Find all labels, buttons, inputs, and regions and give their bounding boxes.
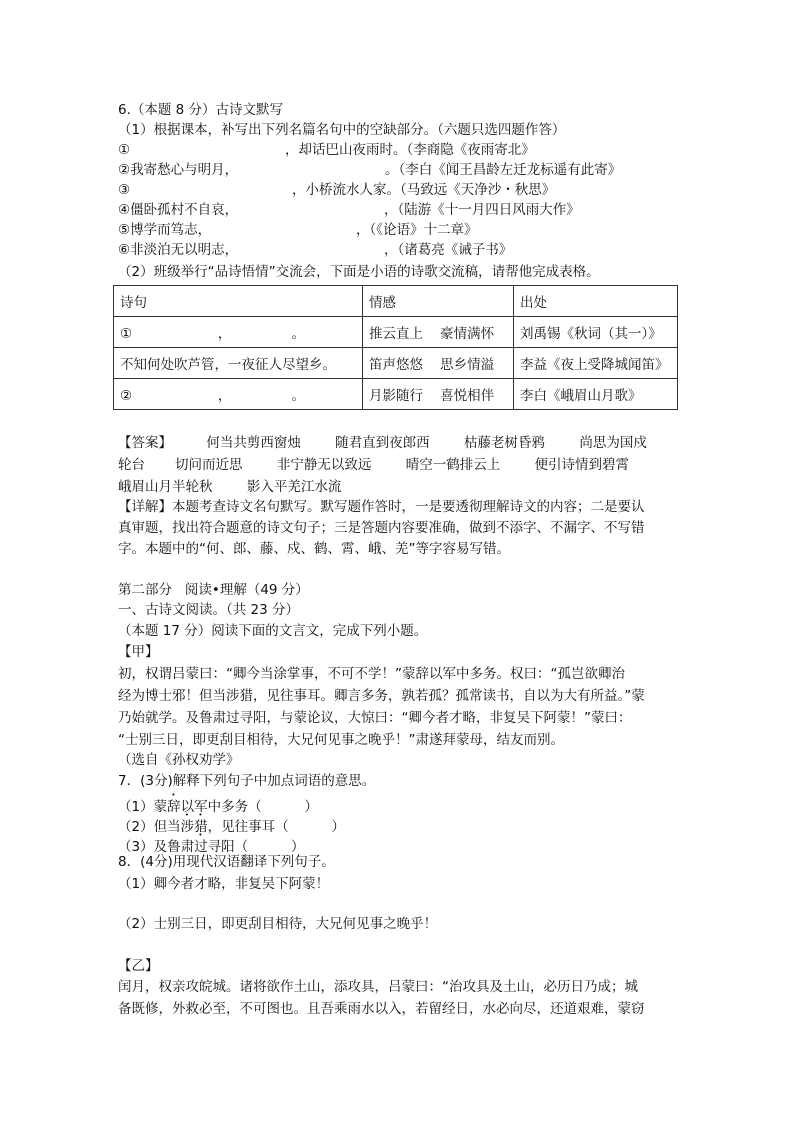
fill-item-text: 。（李白《闻王昌龄左迁龙标遥有此寄》 [385, 162, 622, 178]
dotted-word: 涉猎 [180, 819, 208, 835]
fill-item-mark: ④僵卧孤村不自哀， [118, 202, 239, 218]
q6-part1: （1）根据课本，补写出下列名篇名句中的空缺部分。（六题只选四题作答） [118, 122, 566, 138]
table-cell: 月影随行 喜悦相伴 [363, 379, 514, 410]
passage-line: 闰月，权亲攻皖城。诸将欲作土山，添攻具，吕蒙曰：“治攻具及土山，必历日乃成；城 [118, 979, 638, 995]
dotted-word: 辞 [167, 799, 181, 815]
q7-item-post: ，见往事耳（ ） [207, 819, 346, 835]
passage-line: 经为博士邪！但当涉猎，见往事耳。卿言多务，孰若孤？孤常读书，自以为大有所益。”蒙 [118, 688, 645, 704]
fill-item-mark: ⑤博学而笃志， [118, 222, 212, 238]
q6-part2: （2）班级举行“品诗悟情”交流会，下面是小语的诗歌交流稿，请帮他完成表格。 [118, 264, 600, 280]
table-cell: 笛声悠悠 思乡情溢 [363, 348, 514, 379]
q7-item-post: 寻阳（ ） [207, 839, 305, 855]
fill-item-text: ，（《论语》十二章》 [356, 222, 478, 238]
fill-item-text: ，却话巴山夜雨时。（李商隐《夜雨寄北》 [285, 142, 535, 158]
detail-line: 真审题，找出符合题意的诗文句子；三是答题内容要准确，做到不添字、不漏字、不写错 [118, 520, 645, 536]
q8-item: （2）士别三日，即更刮目相待，大兄何见事之晚乎！ [118, 916, 438, 932]
detail-line: 【详解】本题考查诗文名句默写。默写题作答时，一是要透彻理解诗文的内容；二是要认 [118, 499, 645, 515]
table-header: 诗句 [114, 286, 363, 317]
passage-label-yi: 【乙】 [118, 958, 159, 974]
q8-item: （1）卿今者才略，非复吴下阿蒙！ [118, 876, 330, 892]
table-row [114, 379, 678, 410]
table-header-row [114, 286, 678, 317]
section-heading: 第二部分 阅读•理解（49 分） [118, 582, 309, 598]
dotted-word: 过 [194, 839, 208, 855]
answer-line: 轮台 切问而近思 非宁静无以致远 晴空一鹤排云上 便引诗情到碧霄 [118, 457, 630, 473]
poem-table [113, 285, 678, 410]
q7-item-pre: （3）及鲁肃 [118, 839, 195, 855]
table-cell: ① ， 。 [114, 317, 363, 348]
table-cell: 刘禹锡《秋词（其一）》 [514, 317, 678, 348]
q7-item-pre: （2）但当 [118, 819, 181, 835]
answer-line: 峨眉山月半轮秋 影入平羌江水流 [118, 479, 342, 495]
passage-label-jia: 【甲】 [118, 644, 159, 660]
fill-item-mark: ②我寄愁心与明月， [118, 162, 239, 178]
detail-line: 字。本题中的“何、郎、藤、戍、鹤、霄、峨、羌”等字容易写错。 [118, 541, 510, 557]
q6-title: 6.（本题 8 分）古诗文默写 [118, 102, 284, 118]
fill-item-text: ，（陆游《十一月四日风雨大作》 [384, 202, 580, 218]
q7-item-post: 以军中多务（ ） [180, 799, 319, 815]
table-cell: 李益《夜上受降城闻笛》 [514, 348, 678, 379]
table-cell: 推云直上 豪情满怀 [363, 317, 514, 348]
table-row [114, 348, 678, 379]
table-cell: ② ， 。 [114, 379, 363, 410]
passage-line: 备既修，外救必至，不可图也。且吾乘雨水以入，若留经日，水必向尽，还道艰难，蒙窃 [118, 1001, 645, 1017]
passage-line: 初，权谓吕蒙曰：“卿今当涂掌事，不可不学！”蒙辞以军中多务。权曰：“孤岂欲卿治 [118, 666, 625, 682]
fill-item-text: ，（诸葛亮《诫子书》 [384, 242, 513, 258]
passage-line: 乃始就学。及鲁肃过寻阳，与蒙论议，大惊曰：“卿今者才略，非复吴下阿蒙！”蒙曰： [118, 710, 632, 726]
table-cell: 李白《峨眉山月歌》 [514, 379, 678, 410]
q7-item-pre: （1）蒙 [118, 799, 168, 815]
q8-title: 8．(4分)用现代汉语翻译下列句子。 [118, 854, 335, 870]
table-header: 情感 [363, 286, 514, 317]
instruction: （本题 17 分）阅读下面的文言文，完成下列小题。 [118, 623, 428, 639]
table-cell: 不知何处吹芦管，一夜征人尽望乡。 [114, 348, 363, 379]
passage-line: “士别三日，即更刮目相待，大兄何见事之晚乎！”肃遂拜蒙母，结友而别。 [118, 732, 564, 748]
subsection-heading: 一、古诗文阅读。（共 23 分） [118, 602, 300, 618]
q7-title: 7．(3分)解释下列句子中加点词语的意思。 [118, 773, 376, 789]
passage-source: （选自《孙权劝学》 [118, 752, 240, 768]
fill-item-mark: ① [118, 142, 131, 158]
fill-item-mark: ③ [118, 182, 131, 198]
fill-item-text: ，小桥流水人家。（马致远《天净沙・秋思》 [292, 182, 556, 198]
table-header: 出处 [514, 286, 678, 317]
answer-line: 【答案】 何当共剪西窗烛 随君直到夜郎西 枯藤老树昏鸦 尚思为国戍 [118, 435, 647, 451]
table-row [114, 317, 678, 348]
fill-item-mark: ⑥非淡泊无以明志， [118, 242, 239, 258]
